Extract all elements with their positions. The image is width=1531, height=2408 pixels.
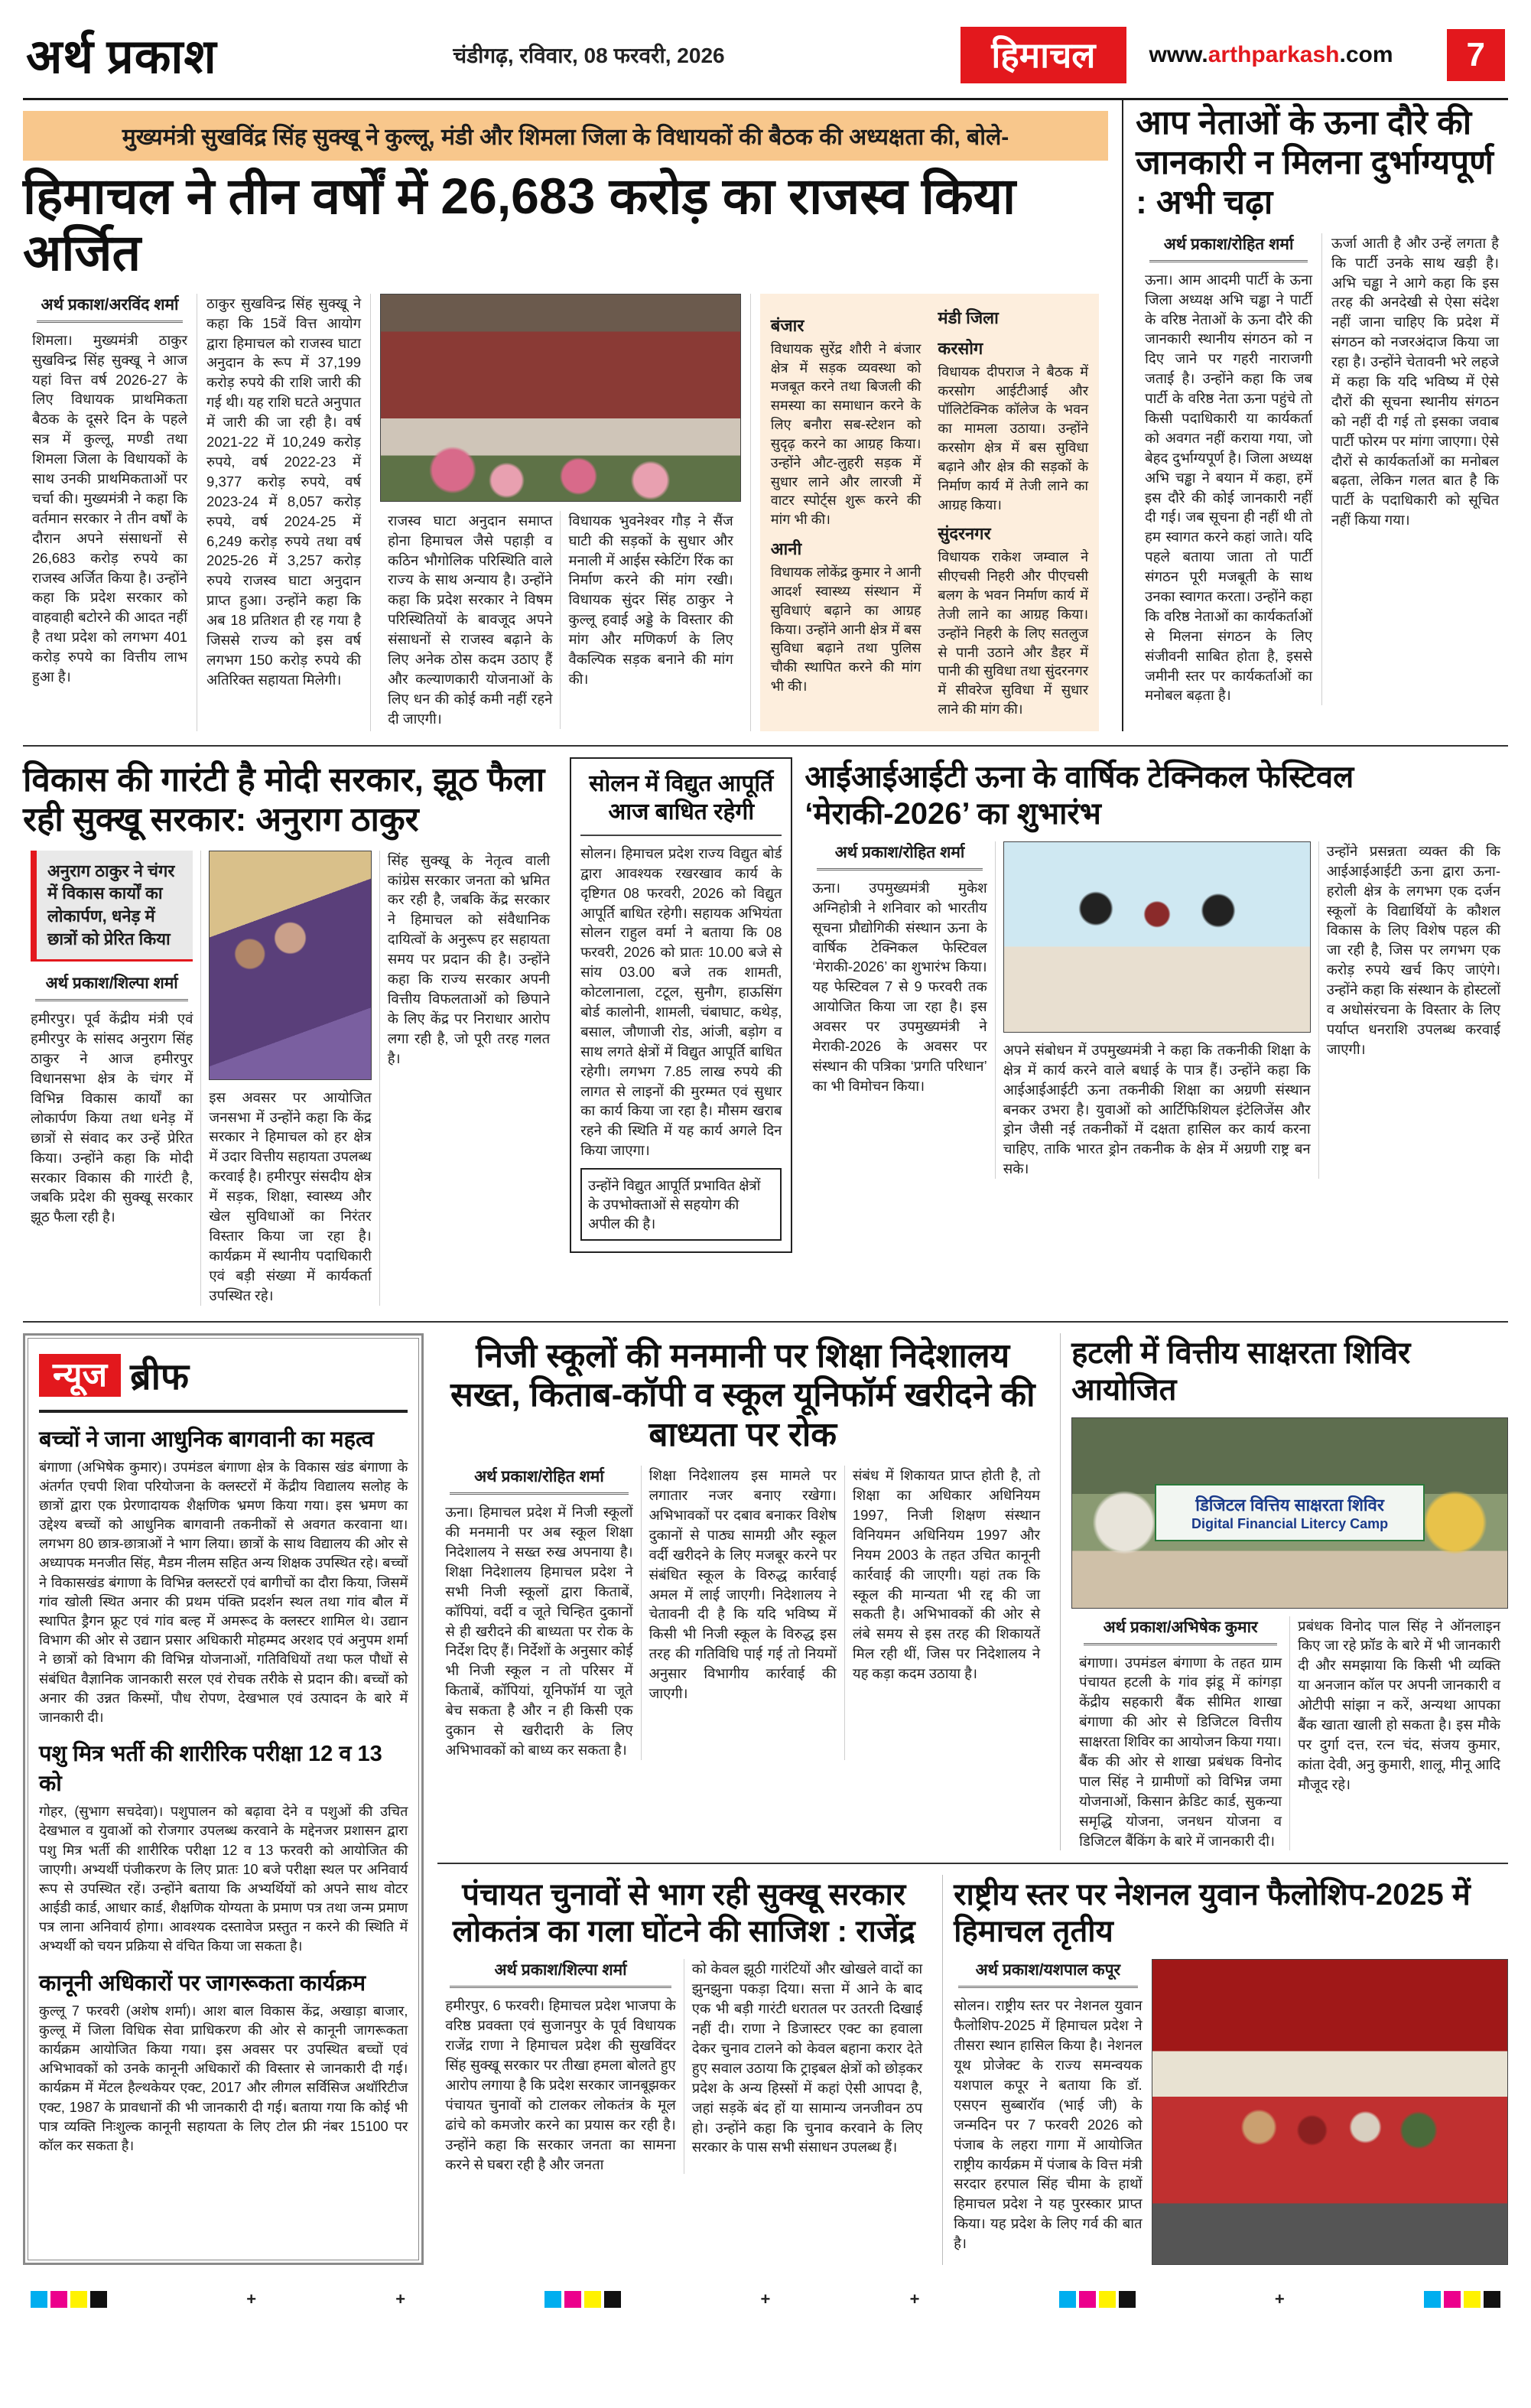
solan-headline: सोलन में विद्युत आपूर्ति आज बाधित रहेगी [580, 770, 782, 836]
article-lead [23, 100, 1108, 731]
brief-body: बंगाणा (अभिषेक कुमार)। उपमंडल बंगाणा क्षेत्र के विकास खंड बंगाणा के अंतर्गत एचपी शिवा परियोजना के क्लस्टरों में केंद्रीय विद्यालय सलोह के छात्रों द्वारा एक प्रेरणादायक शैक्षणिक भ्रमण किया गया। इस भ्रमण का उद्देश्य बच्चों को आधुनिक बागवानी तकनीकों से अवगत करवाना था। लगभग 80 छात्र-छात्राओं ने भाग लिया। छात्रों के साथ विद्यालय की ओर से अध्यापक मनजीत सिंह, मैडम नीलम सहित अन्य शिक्षक उपस्थित रहे। बच्चों ने विकासखंड बंगाणा के विभिन्न क्लस्टरों एवं बागीचों का दौरा किया, जिसमें गांव खोली स्थित अनार की प्रथम पंक्ति प्रदर्शन स्थल तथा गांव बौल में स्थापित ड्रैगन फ्रूट एवं गांव बल्ह में अमरूद के क्लस्टर शामिल थे। उद्यान विभाग की ओर से उद्यान प्रसार अधिकारी मोहम्मद अरशद एवं अनुपम शर्मा ने छात्रों को विभाग की विभिन्न योजनाओं, गतिविधियों तथा फल पौधों से संबंधित वैज्ञानिक जानकारी सरल एवं रोचक तरीके से प्रदान की। बच्चों को अनार की उन्नत किस्मों, पौध रोपण, देखभाल एवं उत्पादन के बारे में जानकारी दी। [39, 1459, 408, 1725]
fellowship-headline: राष्ट्रीय स्तर पर नेशनल युवान फैलोशिप-2025 में हिमाचल तृतीय [954, 1878, 1471, 1949]
iiit-col3-text: उन्होंने प्रसन्नता व्यक्त की कि आईआईआईटी ऊना द्वारा ऊना-हरोली क्षेत्र के लगभग एक दर्जन स्कूलों के विद्यार्थियों के कौशल विकास के लिए विशेष पहल की जा रही है, जिस पर लगभग एक करोड़ रुपये खर्च किए जाएंगे। उन्होंने कहा कि संस्थान के होस्टलों व अधोसंरचना के विस्तार के लिए पर्याप्त धनराशि उपलब्ध करवाई जाएगी। [1326, 842, 1500, 1057]
conference-photo [380, 294, 741, 502]
website-url [1149, 42, 1393, 68]
article-iiit-meraki [805, 757, 1508, 1306]
website-tld: .com [1339, 42, 1393, 67]
demand-item [771, 314, 922, 529]
anurag-highlight-box: अनुराग ठाकुर ने चंगर में विकास कार्यों का लोकार्पण, धनेड़ में छात्रों को प्रेरित किया [31, 851, 193, 962]
color-bar [1424, 2291, 1500, 2308]
brief-item [39, 1967, 408, 2156]
hatli-col2-text: प्रबंधक विनोद पाल सिंह ने ऑनलाइन किए जा रहे फ्रॉड के बारे में भी जानकारी दी और समझाया कि किसी भी व्यक्ति या अनजान कॉल पर अपनी जानकारी व ओटीपी सांझा न करें, अन्यथा आपका बैंक खाता खाली हो सकता है। इस मौके पर दुर्गा दत्त, रत्न चंद, संजय कुमार, कांता देवी, अनु कुमारी, शालू, मीनू आदि मौजूद रहे। [1298, 1617, 1501, 1792]
solan-ending-box: उन्होंने विद्युत आपूर्ति प्रभावित क्षेत्रों के उपभोक्ताओं से सहयोग की अपील की है। [580, 1168, 782, 1241]
anurag-col2-text: इस अवसर पर आयोजित जनसभा में उन्होंने कहा कि केंद्र सरकार ने हिमाचल को हर क्षेत्र में उदार वित्तीय सहायता उपलब्ध करवाई है। हमीरपुर संसदीय क्षेत्र में सड़क, शिक्षा, स्वास्थ्य और खेल सुविधाओं का निरंतर विस्तार किया जा रहा है। कार्यक्रम में स्थानीय पदाधिकारी एवं बड़ी संख्या में कार्यकर्ता उपस्थित रहे। [209, 1088, 372, 1303]
demand-item [771, 537, 922, 696]
demand-text: विधायक दीपराज ने बैठक में करसोग आईटीआई और पॉलिटेक्निक कॉलेज के भवन का मामला उठाया। उन्होंने करसोग क्षेत्र में बस सुविधा बढ़ाने और क्षेत्र की सड़कों के निर्माण कार्य में तेजी लाने का आग्रह किया। [938, 363, 1089, 513]
hatli-headline: हटली में वित्तीय साक्षरता शिविर आयोजित [1071, 1336, 1411, 1407]
demand-text: विधायक सुरेंद्र शौरी ने बंजार क्षेत्र में सड़क व्यवस्था को मजबूत करने तथा बिजली की समस्या का समाधान करने के लिए बनौरा सब-स्टेशन को सुदृढ़ करने का आग्रह किया। उन्होंने औट-लुहरी सड़क में सुधार लाने और लारजी में वाटर स्पोर्ट्स शुरू करने की मांग भी की। [770, 340, 922, 528]
fellowship-stage-photo [1152, 1959, 1508, 2265]
literacy-camp-photo [1071, 1417, 1508, 1609]
panchayat-col2-text: को केवल झूठी गारंटियों और खोखले वादों का झुनझुना पकड़ा दिया। सत्ता में आने के बाद एक भी बड़ी गारंटी धरातल पर उतरती दिखाई नहीं दी। राणा ने डिजास्टर एक्ट का हवाला देकर चुनाव टालने को केवल बहाना करार देते हुए सवाल उठाया कि ट्राइबल क्षेत्रों को छोड़कर प्रदेश के अन्य हिस्सों में कहां ऐसी आपदा है, जहां सड़कें बंद हों या सामान्य जनजीवन ठप हो। उन्होंने कहा कि चुनाव करवाने के लिए सरकार के पास सभी संसाधन उपलब्ध हैं। [691, 1961, 923, 2156]
brief-body: कुल्लू 7 फरवरी (अशेष शर्मा)। आश बाल विकास केंद्र, अखाड़ा बाजार, कुल्लू में जिला विधिक सेवा प्राधिकरण की ओर से कानूनी जागरूकता कार्यक्रम आयोजित किया गया। इस अवसर पर उपस्थित बच्चों एवं अभिभावकों को उनके कानूनी अधिकारों की विस्तार से जानकारी दी गई। कार्यक्रम में मेंटल हैल्थकेयर एक्ट, 2017 और लीगल सर्विसिज अथॉरिटीज एक्ट, 1987 के प्रावधानों की भी जानकारी दी गई। बताया गया कि कोई भी पात्र व्यक्ति निःशुल्क कानूनी सहायता के लिए टोल फ्री नंबर 15100 पर कॉल कर सकता है। [39, 2003, 408, 2153]
lead-byline: अर्थ प्रकाश/अरविंद शर्मा [37, 294, 183, 323]
website-www: www. [1149, 42, 1208, 67]
dateline: चंडीगढ़, रविवार, 08 फरवरी, 2026 [453, 44, 725, 67]
demand-head: बंजार [770, 315, 805, 335]
anurag-thakur-photo [209, 851, 371, 1080]
lead-kicker: मुख्यमंत्री सुखविंद्र सिंह सुक्खू ने कुल्लू, मंडी और शिमला जिला के विधायकों की बैठक की अध्यक्षता की, बोले- [23, 111, 1108, 161]
anurag-byline: अर्थ प्रकाश/शिल्पा शर्मा [35, 972, 188, 1001]
fellowship-col1-text: सोलन। राष्ट्रीय स्तर पर नेशनल युवान फैलोशिप-2025 में हिमाचल प्रदेश ने तीसरा स्थान हासिल किया है। नेशनल यूथ प्रोजेक्ट के राज्य समन्वयक यशपाल कपूर ने बताया कि डॉ. एसएन सुब्बारॉव (भाई जी) के जन्मदिन पर 7 फरवरी 2026 को पंजाब के लहरा गागा में आयोजित राष्ट्रीय कार्यक्रम में पंजाब के वित्त मंत्री सरदार हरपाल सिंह चीमा के हाथों हिमाचल प्रदेश ने यह पुरस्कार प्राप्त किया। यह प्रदेश के लिए गर्व की बात है। [954, 1997, 1143, 2252]
low-band [23, 1321, 1508, 2266]
schools-col2-text: शिक्षा निदेशालय इस मामले पर लगातार नजर बनाए रखेगा। अभिभावकों पर दबाव बनाकर विशेष दुकानों से पाठ्य सामग्री और स्कूल वर्दी खरीदने के लिए मजबूर करने पर संबंधित स्कूल के विरुद्ध कार्रवाई अमल में लाई जाएगी। निदेशालय ने चेतावनी दी है कि यदि भविष्य में किसी भी निजी स्कूल के विरुद्ध इस तरह की गतिविधि पाई गई तो नियमों अनुसार विभागीय कार्रवाई की जाएगी। [648, 1467, 837, 1702]
camp-banner-english: Digital Financial Litercy Camp [1191, 1516, 1389, 1531]
camp-banner-hindi: डिजिटल वित्तिय साक्षरता शिविर [1195, 1495, 1384, 1515]
lead-col-2 [197, 294, 370, 731]
aap-col2-text: ऊर्जा आती है और उन्हें लगता है कि पार्टी उनके साथ खड़ी है। अभि चड्ढा ने आगे कहा कि इस तरह की अनदेखी से ऐसा संदेश नहीं जाना चाहिए कि प्रदेश में संगठन को नजरअंदाज किया जा रहा है। उन्होंने चेतावनी भरे लहजे में कहा कि यदि भविष्य में ऐसे दौरों की सूचना स्थानीय संगठन को नहीं दी गई तो इसका जवाब पार्टी फोरम पर मांगा जाएगा। ऐसे दौरों से कार्यकर्ताओं का मनोबल बढ़ता, लेकिन गलत बात है कि पार्टी के पदाधिकारी को सूचित नहीं किया गया। [1331, 234, 1499, 529]
anurag-col-1 [23, 851, 200, 1306]
panchayat-headline: पंचायत चुनावों से भाग रही सुक्खू सरकार लोकतंत्र का गला घोंटने की साजिश : राजेंद्र [452, 1878, 915, 1949]
demand-item [938, 337, 1088, 515]
meraki-inauguration-photo [1003, 841, 1311, 1033]
low-row-1 [437, 1333, 1508, 1851]
reg-plus: + [760, 2289, 771, 2309]
iiit-col-2 [995, 841, 1318, 1179]
article-anurag [23, 757, 557, 1306]
reg-plus: + [246, 2289, 257, 2309]
brief-item [39, 1424, 408, 1728]
article-hatli-camp [1060, 1333, 1508, 1851]
lead-demands-box-wrap [750, 294, 1108, 731]
anurag-headline: विकास की गारंटी है मोदी सरकार, झूठ फैला रही सुक्खू सरकार: अनुराग ठाकुर [23, 760, 545, 838]
color-bar [31, 2291, 107, 2308]
article-panchayat-elections [437, 1875, 930, 2265]
brief-headline: कानूनी अधिकारों पर जागरूकता कार्यक्रम [39, 1970, 366, 1996]
demand-head: सुंदरनगर [938, 524, 991, 544]
solan-body-text: सोलन। हिमाचल प्रदेश राज्य विद्युत बोर्ड द्वारा आवश्यक रखरखाव कार्य के दृष्टिगत 08 फरवरी, 2026 को विद्युत आपूर्ति बाधित रहेगी। सहायक अभियंता सोलन राहुल वर्मा ने बताया कि 08 फरवरी, 2026 को प्रातः 10.00 बजे से सांय 03.00 बजे तक शामती, कोटलानाला, टटूल, सुनौग, हाऊसिंग बोर्ड कालोनी, शामली, चंबाघाट, कथेड़, बसाल, जौणाजी रोड, आंजी, बड़ोग व साथ लगते क्षेत्रों में विद्युत आपूर्ति बाधित रहेगी। लगभग 7.85 लाख रुपये की लागत से लाइनों की मुरम्मत एवं सुधार का कार्य किया जा रहा है। मौसम खराब रहने की स्थिति में यह कार्य अगले दिन किया जाएगा। [580, 844, 782, 1159]
reg-plus: + [909, 2289, 920, 2309]
lead-col2-text: ठाकुर सुखविन्द्र सिंह सुक्खू ने कहा कि 15वें वित्त आयोग द्वारा हिमाचल को राजस्व घाटा अनुदान के रूप में 37,199 करोड़ रुपये की राशि जारी की गई थी। यह राशि घटते अनुपात में जारी की जा रही है। वर्ष 2021-22 में 10,249 करोड़ रुपये, वर्ष 2022-23 में 9,377 करोड़ रुपये, वर्ष 2023-24 में 8,057 करोड़ रुपये, वर्ष 2024-25 में 6,249 करोड़ रुपये तथा वर्ष 2025-26 में 3,257 करोड़ रुपये राजस्व घाटा अनुदान प्राप्त हुआ। उन्होंने कहा कि अब 18 प्रतिशत ही रह गया है जिससे राज्य को इस वर्ष लगभग 150 करोड़ रुपये की अतिरिक्त सहायता मिलेगी। [206, 294, 362, 688]
brief-headline: बच्चों ने जाना आधुनिक बागवानी का महत्व [39, 1427, 374, 1452]
article-solan-power-box [570, 757, 792, 1253]
iiit-col-1 [805, 841, 994, 1179]
demand-item [938, 306, 1088, 329]
brief-item [39, 1738, 408, 1957]
anurag-col-3 [379, 851, 557, 1306]
schools-headline: निजी स्कूलों की मनमानी पर शिक्षा निदेशालय सख्त, किताब-कॉपी व स्कूल यूनिफॉर्म खरीदने की बाध्यता पर रोक [450, 1336, 1035, 1454]
section-badge: हिमाचल [961, 27, 1126, 83]
low-right [437, 1333, 1508, 2266]
demand-item [938, 522, 1088, 718]
mla-demands-box [760, 294, 1099, 731]
news-chip: न्यूज [39, 1354, 121, 1397]
lead-col4-text: विधायक भुवनेश्वर गौड़ ने सैंज घाटी की सड़कों के सुधार और मनाली में आईस स्केटिंग रिंक का निर्माण करने की मांग रखी। विधायक सुंदर सिंह ठाकुर ने कुल्लू हवाई अड्डे के विस्तार की मांग और मणिकर्ण के लिए वैकल्पिक सड़क बनाने की मांग की। [568, 512, 733, 687]
schools-byline: अर्थ प्रकाश/रोहित शर्मा [450, 1466, 628, 1495]
aap-byline: अर्थ प्रकाश/रोहित शर्मा [1149, 233, 1308, 262]
demand-text: विधायक राकेश जम्वाल ने सीएचसी निहरी और पीएचसी बलग के भवन निर्माण कार्य में तेजी लाने का आग्रह किया। उन्होंने निहरी के लिए सतलुज से पानी उठाने और डैहर में पानी की सुविधा तथा सुंदरनगर में सीवरेज सुविधा में सुधार लाने की मांग की। [938, 549, 1089, 718]
panchayat-byline: अर्थ प्रकाश/शिल्पा शर्मा [450, 1959, 671, 1988]
briefs-label: ब्रीफ [130, 1356, 190, 1398]
iiit-col-3 [1318, 841, 1508, 1179]
schools-col3-text: संबंध में शिकायत प्राप्त होती है, तो शिक्षा का अधिकार अधिनियम 1997, निजी शिक्षण संस्थान विनियमन अधिनियम 1997 और नियम 2003 के तहत उचित कानूनी कार्रवाई की जाएगी। यहां तक कि स्कूल की मान्यता भी रद्द की जा सकती है। अभिभावकों की ओर से लंबे समय से इस तरह की शिकायतें मिल रही थीं, जिस पर निदेशालय ने यह कड़ा कदम उठाया है। [852, 1467, 1041, 1682]
anurag-col3-text: सिंह सुक्खू के नेतृत्व वाली कांग्रेस सरकार जनता को भ्रमित कर रही है, जबकि केंद्र सरकार ने हिमाचल को संवैधानिक दायित्वों के अनुरूप हर सहायता समय पर प्रदान की है। उन्होंने कहा कि राज्य सरकार अपनी वित्तीय विफलताओं को छिपाने के लिए केंद्र पर निराधार आरोप लगा रही है, जो पूरी तरह गलत है। [387, 851, 551, 1066]
schools-col-3 [844, 1466, 1048, 1760]
anurag-col1-text: हमीरपुर। पूर्व केंद्रीय मंत्री एवं हमीरपुर के सांसद अनुराग सिंह ठाकुर ने आज हमीरपुर विधानसभा क्षेत्र के चंगर में विभिन्न विकास कार्यों का लोकार्पण किया तथा धनेड़ में छात्रों से संवाद कर उन्हें प्रेरित किया। उन्होंने कहा कि मोदी सरकार विकास की गारंटी है, जबकि प्रदेश की सुक्खू सरकार झूठ फैला रही है। [31, 1010, 193, 1225]
lead-col1-text: शिमला। मुख्यमंत्री ठाकुर सुखविन्द्र सिंह सुक्खू ने आज यहां वित्त वर्ष 2026-27 के लिए विधायक प्राथमिकता बैठक के दूसरे दिन के पहले सत्र में कुल्लू, मण्डी तथा शिमला जिला के विधायकों के साथ उनकी प्राथमिकताओं पर चर्चा की। मुख्यमंत्री ने कहा कि वर्तमान सरकार ने तीन वर्षों के दौरान अपने संसाधनों से 26,683 करोड़ रुपये का राजस्व अर्जित किया है। उन्होंने कहा कि प्रदेश सरकार को वाहवाही बटोरने की आदत नहीं है तथा प्रदेश को लगभग 401 करोड़ रुपये का वित्तीय लाभ हुआ है। [32, 331, 188, 685]
lead-col3-text: राजस्व घाटा अनुदान समाप्त होना हिमाचल जैसे पहाड़ी व कठिन भौगोलिक परिस्थिति वाले राज्य के साथ अन्याय है। उन्होंने कहा कि प्रदेश सरकार ने विषम परिस्थितियों के बावजूद अपने संसाधनों से राजस्व बढ़ाने के लिए अनेक ठोस कदम उठाए हैं और कल्याणकारी योजनाओं के लिए धन की कोई कमी नहीं रहने दी जाएगी। [388, 512, 553, 727]
camp-banner [1155, 1484, 1425, 1541]
panchayat-col-1 [437, 1959, 683, 2174]
schools-col-2 [641, 1466, 844, 1760]
aap-col-1 [1136, 233, 1321, 706]
reg-plus: + [1274, 2289, 1285, 2309]
aap-col1-text: ऊना। आम आदमी पार्टी के ऊना जिला अध्यक्ष अभि चड्ढा ने पार्टी के वरिष्ठ नेताओं के ऊना दौरे की जानकारी स्थानीय संगठन को न दिए जाने पर गहरी नाराजगी जताई है। उन्होंने कहा कि जब पार्टी के वरिष्ठ नेता ऊना पहुंचे तो किसी पदाधिकारी या कार्यकर्ता को अवगत नहीं कराया गया, जो बेहद दुर्भाग्यपूर्ण है। जिला अध्यक्ष अभि चड्ढा ने बयान में कहा, हमें इस दौरे की कोई जानकारी नहीं दी गई। जब सूचना ही नहीं थी तो हम स्वागत करने कहां जाते। यदि पहले बताया जाता तो पार्टी संगठन पूरी मजबूती के साथ उनका स्वागत करता। उन्होंने कहा कि वरिष्ठ नेताओं का कार्यकर्ताओं से मिलना संगठन के लिए संजीवनी साबित होता है, इससे जमीनी स्तर पर कार्यकर्ताओं का मनोबल बढ़ता है। [1145, 271, 1313, 704]
color-bar [544, 2291, 621, 2308]
paper-logo: अर्थ प्रकाश [26, 31, 217, 83]
schools-col1-text: ऊना। हिमाचल प्रदेश में निजी स्कूलों की मनमानी पर अब स्कूल शिक्षा निदेशालय ने सख्त रुख अपनाया है। शिक्षा निदेशालय हिमाचल प्रदेश ने सभी निजी स्कूलों द्वारा किताबें, कॉपियां, वर्दी व जूते चिन्हित दुकानों से ही खरीदने की बाध्यता पर रोक के निर्देश दिए हैं। निर्देशों के अनुसार कोई भी निजी स्कूल न तो परिसर में किताबें, कॉपियां, यूनिफॉर्म या जूते बेच सकता है और न ही किसी एक दुकान से खरीदारी के लिए अभिभावकों को बाध्य कर सकता है। [445, 1504, 633, 1758]
lead-col-1 [23, 294, 197, 731]
fellowship-col-1 [954, 1959, 1142, 2265]
anurag-col-2 [200, 851, 379, 1306]
news-briefs-title [39, 1351, 408, 1413]
panchayat-col1-text: हमीरपुर, 6 फरवरी। हिमाचल प्रदेश भाजपा के वरिष्ठ प्रवक्ता एवं सुजानपुर के पूर्व विधायक राजेंद्र राणा ने हिमाचल प्रदेश की सुखविंदर सिंह सुक्खू सरकार पर तीखा हमला बोलते हुए आरोप लगाया है कि प्रदेश सरकार जानबूझकर पंचायत चुनावों को टालकर लोकतंत्र के मूल ढांचे को कमजोर करने का प्रयास कर रही है। उन्होंने कहा कि सरकार जनता का सामना करने से घबरा रही है और जनता [445, 1997, 676, 2172]
article-private-schools [437, 1333, 1048, 1851]
page-number: 7 [1447, 29, 1505, 81]
mid-band [23, 745, 1508, 1306]
hatli-byline: अर्थ प्रकाश/अभिषेक कुमार [1084, 1616, 1277, 1645]
demand-head: मंडी जिला [938, 308, 999, 327]
website-name: arthparkash [1208, 42, 1340, 67]
panchayat-col-2 [684, 1959, 930, 2174]
article-aap-una [1122, 100, 1508, 731]
registration-marks [23, 2285, 1508, 2314]
brief-body: गोहर, (सुभाग सचदेवा)। पशुपालन को बढ़ावा देने व पशुओं की उचित देखभाल व युवाओं को रोजगार उपलब्ध करवाने के मद्देनजर प्रशासन द्वारा पशु मित्र भर्ती की शारीरिक परीक्षा 12 व 13 फरवरी को आयोजित की जाएगी। अभ्यर्थी पंजीकरण के लिए प्रातः 10 बजे परीक्षा स्थल पर अनिवार्य रूप से उपस्थित रहें। उन्होंने बताया कि अभ्यर्थियों को अपने साथ वोटर आईडी कार्ड, आधार कार्ड, शैक्षणिक योग्यता के प्रमाण पत्र तथा जन्म प्रमाण पत्र लाना अनिवार्य होगा। आवश्यक दस्तावेज प्रस्तुत न करने की स्थिति में अभ्यर्थी को चयन प्रक्रिया से वंचित किया जा सकता है। [39, 1804, 408, 1954]
top-band [23, 100, 1508, 731]
iiit-headline: आईआईआईटी ऊना के वार्षिक टेक्निकल फेस्टिवल ‘मेराकी-2026’ का शुभारंभ [805, 760, 1354, 831]
masthead [23, 17, 1508, 100]
lead-body [23, 294, 1108, 731]
demand-head: करसोग [938, 338, 983, 358]
hatli-col-2 [1289, 1616, 1508, 1851]
iiit-col2-text: अपने संबोधन में उपमुख्यमंत्री ने कहा कि तकनीकी शिक्षा के क्षेत्र में कार्य करने वाले बधाई के पात्र हैं। उन्होंने कहा कि आईआईआईटी ऊना तकनीकी शिक्षा का अग्रणी संस्थान बनकर उभरा है। युवाओं को आर्टिफिशियल इंटेलिजेंस और ड्रोन जैसी नई तकनीकों में दक्षता हासिल कर कार्य करना चाहिए, ताकि भारत ड्रोन तकनीक के क्षेत्र में अग्रणी राष्ट्र बन सके। [1003, 1041, 1311, 1177]
iiit-col1-text: ऊना। उपमुख्यमंत्री मुकेश अग्निहोत्री ने शनिवार को भारतीय सूचना प्रौद्योगिकी संस्थान ऊना के वार्षिक टेक्निकल फेस्टिवल ‘मेराकी-2026’ का शुभारंभ किया। यह फेस्टिवल 7 से 9 फरवरी तक आयोजित किया जा रहा है। इस अवसर पर उपमुख्यमंत्री ने मेराकी-2026 के अवसर पर संस्थान की पत्रिका ‘प्रगति परिधान’ का भी विमोचन किया। [812, 879, 987, 1094]
aap-headline: आप नेताओं के ऊना दौरे की जानकारी न मिलना दुर्भाग्यपूर्ण : अभी चढ़ा [1136, 104, 1494, 221]
hatli-col1-text: बंगाणा। उपमंडल बंगाणा के तहत ग्राम पंचायत हटली के गांव झंडू में कांगड़ा केंद्रीय सहकारी बैंक सीमित शाखा बंगाणा की ओर से डिजिटल वित्तीय साक्षरता शिविर का आयोजन किया गया। बैंक की ओर से शाखा प्रबंधक विनोद पाल सिंह ने ग्रामीणों को विभिन्न जमा योजनाओं, किसान क्रेडिट कार्ड, सुकन्या समृद्धि योजना, जनधन योजना व डिजिटल बैंकिंग के बारे में जानकारी दी। [1079, 1654, 1282, 1849]
lead-headline: हिमाचल ने तीन वर्षों में 26,683 करोड़ का राजस्व किया अर्जित [23, 168, 1016, 281]
fellowship-byline: अर्थ प्रकाश/यशपाल कपूर [958, 1959, 1137, 1988]
aap-col-2 [1321, 233, 1508, 706]
article-youth-fellowship [942, 1875, 1508, 2265]
reg-plus: + [395, 2289, 406, 2309]
schools-col-1 [437, 1466, 640, 1760]
news-briefs-box [23, 1333, 424, 2266]
demand-head: आनी [770, 539, 802, 559]
low-row-2 [437, 1863, 1508, 2265]
hatli-col-1 [1071, 1616, 1289, 1851]
color-bar [1059, 2291, 1136, 2308]
lead-col-photo [370, 294, 750, 731]
lead-under-photo-cols [380, 511, 741, 729]
iiit-byline: अर्थ प्रकाश/रोहित शर्मा [817, 841, 982, 870]
brief-headline: पशु मित्र भर्ती की शारीरिक परीक्षा 12 व 13 को [39, 1742, 382, 1797]
demand-text: विधायक लोकेंद्र कुमार ने आनी आदर्श स्वास्थ्य संस्थान में सुविधाएं बढ़ाने का आग्रह किया। उन्होंने आनी क्षेत्र में बस सुविधा बढ़ाने तथा पुलिस चौकी स्थापित करने की मांग भी की। [770, 565, 922, 695]
